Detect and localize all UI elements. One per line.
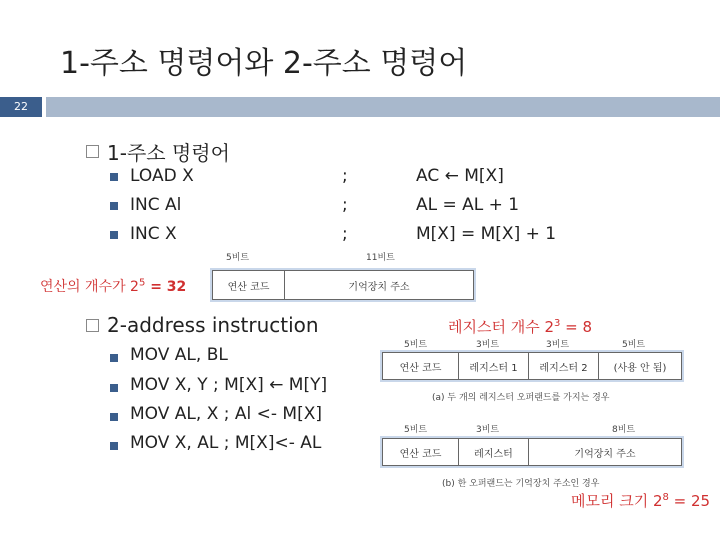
section2-item [110, 406, 118, 425]
section1-instr: LOAD X [130, 166, 194, 186]
square-bullet-icon [110, 354, 118, 362]
format2a-caption: (a) 두 개의 레지스터 오퍼랜드를 가지는 경우 [432, 393, 610, 403]
format2b-caption: (b) 한 오퍼랜드는 기억장치 주소인 경우 [442, 479, 600, 489]
format1-bits-op: 5비트 [226, 253, 250, 263]
format2b-box [382, 438, 682, 466]
section1-desc: AL = AL + 1 [416, 195, 520, 215]
square-bullet-icon [110, 413, 118, 421]
format2b-bits: 5비트 [404, 425, 428, 435]
section1-heading: 1-주소 명령어 [107, 141, 230, 165]
box-bullet-icon [86, 145, 99, 158]
format2a-bits: 3비트 [476, 340, 500, 350]
section2-item [110, 435, 118, 454]
note-regs-exp: 3 [554, 318, 561, 329]
format2b-cell: 레지스터 [459, 439, 529, 465]
note-regs-rest: = 8 [560, 318, 593, 336]
box-bullet-icon [86, 319, 99, 332]
square-bullet-icon [110, 384, 118, 392]
format2b-bits: 8비트 [612, 425, 636, 435]
note-mem-exp: 8 [662, 492, 669, 503]
square-bullet-icon [110, 231, 118, 239]
note-mem-rest: = 25 [668, 492, 711, 510]
format2a-bits: 3비트 [546, 340, 570, 350]
section1-item [110, 224, 118, 243]
format1-bits-addr: 11비트 [366, 253, 395, 263]
section1-desc: AC ← M[X] [416, 166, 504, 186]
format2b-bits: 3비트 [476, 425, 500, 435]
note-ops-exp: 5 [138, 277, 146, 289]
section1-sep: ; [342, 224, 348, 244]
section1-desc: M[X] = M[X] + 1 [416, 224, 557, 244]
format1-cell-op: 연산 코드 [213, 271, 285, 299]
note-regs-text: 레지스터 개수 2 [448, 318, 555, 336]
format2b-cell: 연산 코드 [383, 439, 459, 465]
note-ops [40, 276, 186, 296]
format1-cell-addr: 기억장치 주소 [348, 281, 410, 293]
format1-box [212, 270, 474, 300]
section2-item [110, 347, 118, 366]
section2-item-text: MOV AL, X ; Al <- M[X] [130, 404, 322, 424]
format2a-cell: 레지스터 2 [529, 353, 599, 379]
square-bullet-icon [110, 173, 118, 181]
square-bullet-icon [110, 202, 118, 210]
format2a-cell: 레지스터 1 [459, 353, 529, 379]
note-regs [448, 316, 592, 337]
section1-sep: ; [342, 195, 348, 215]
format2a-cell: (사용 안 됨) [613, 362, 667, 374]
header-band [46, 97, 720, 117]
format2a-bits: 5비트 [622, 340, 646, 350]
note-ops-rest: = 32 [145, 279, 187, 295]
section1-instr: INC X [130, 224, 177, 244]
section1-item [110, 166, 118, 185]
section2-heading: 2-address instruction [107, 313, 319, 337]
format2a-box [382, 352, 682, 380]
page-number: 22 [0, 97, 42, 117]
section1-item [110, 195, 118, 214]
format2a-cell: 연산 코드 [383, 353, 459, 379]
section2-item-text: MOV AL, BL [130, 345, 228, 365]
square-bullet-icon [110, 442, 118, 450]
section2-item [110, 377, 118, 396]
slide-title: 1-주소 명령어와 2-주소 명령어 [60, 46, 468, 81]
format2a-bits: 5비트 [404, 340, 428, 350]
section2-item-text: MOV X, AL ; M[X]<- AL [130, 433, 322, 453]
note-mem-text: 메모리 크기 2 [571, 492, 663, 510]
section2-heading-row [86, 313, 319, 337]
section1-heading-row [86, 137, 230, 166]
note-ops-text: 연산의 개수가 2 [40, 279, 139, 295]
note-mem [571, 490, 710, 511]
section1-instr: INC Al [130, 195, 182, 215]
section2-item-text: MOV X, Y ; M[X] ← M[Y] [130, 375, 328, 395]
section1-sep: ; [342, 166, 348, 186]
format2b-cell: 기억장치 주소 [574, 448, 636, 460]
